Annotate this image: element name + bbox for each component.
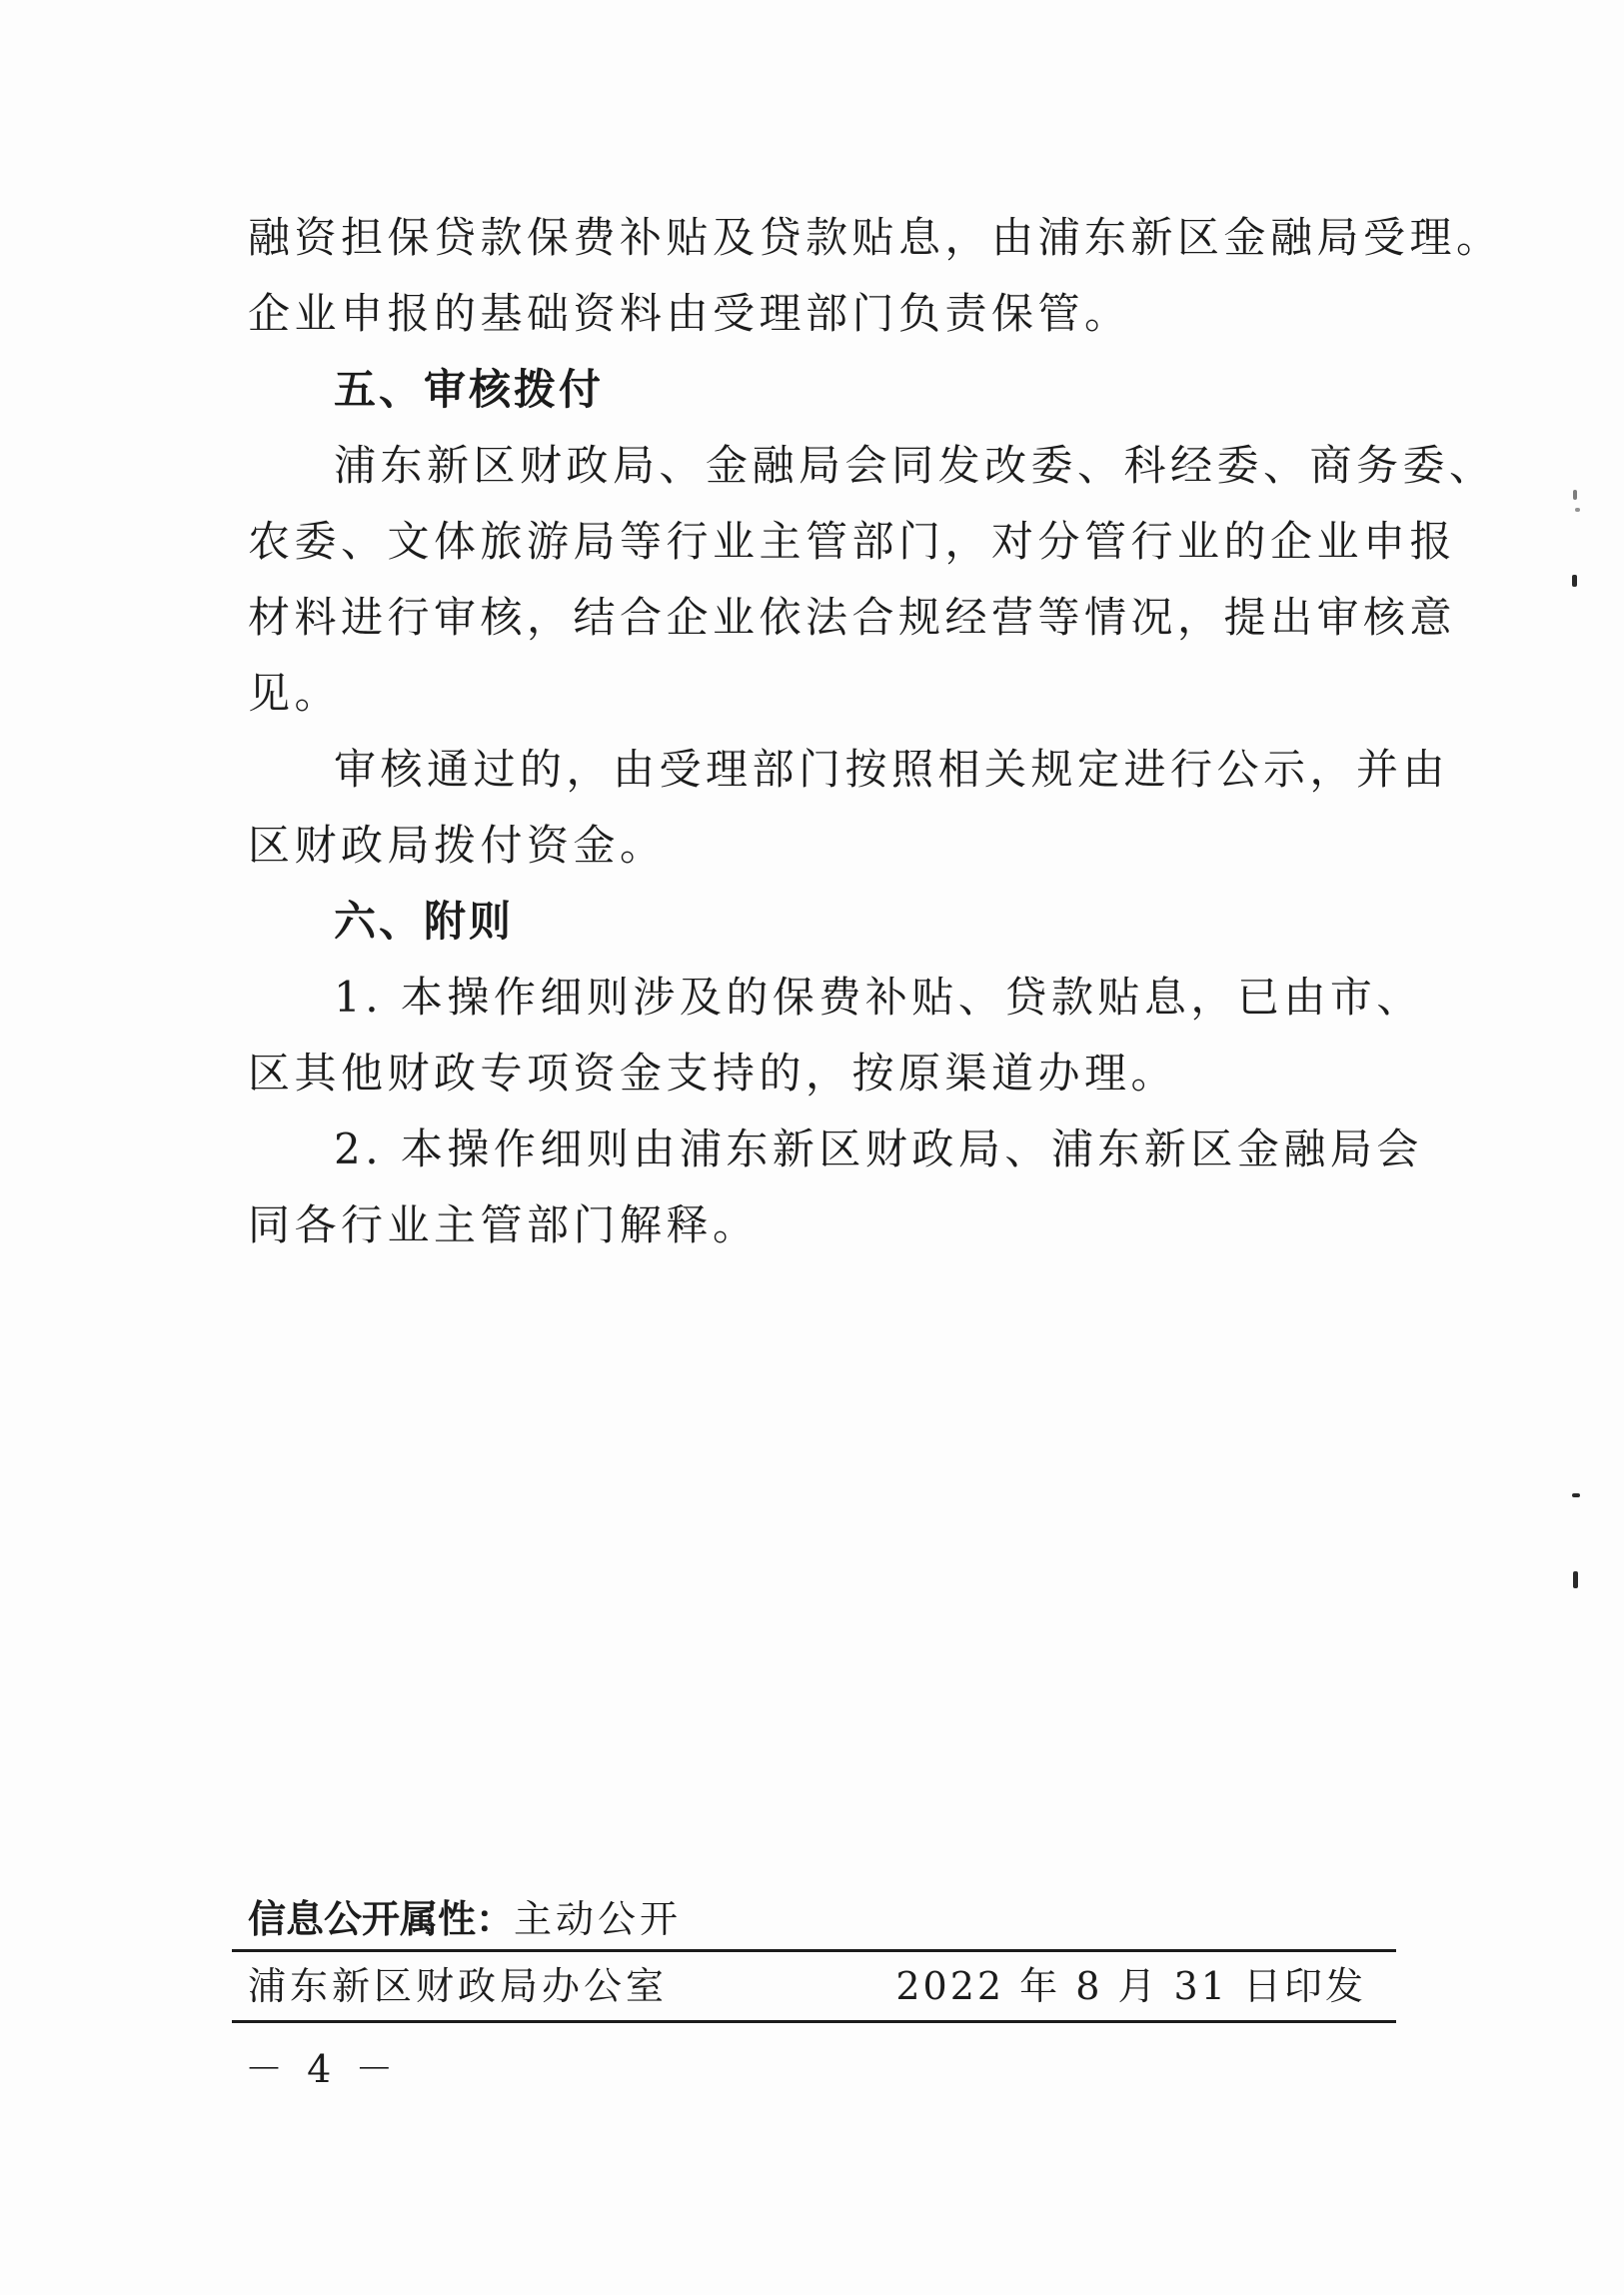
- paragraph-line: 材料进行审核，结合企业依法合规经营等情况，提出审核意: [248, 593, 1457, 642]
- paragraph-line: 区财政局拨付资金。: [248, 821, 667, 870]
- paragraph-line: 融资担保贷款保费补贴及贷款贴息，由浦东新区金融局受理。: [248, 213, 1503, 262]
- scan-speck: [1573, 1571, 1578, 1588]
- paragraph-line: 浦东新区财政局、金融局会同发改委、科经委、商务委、: [334, 441, 1496, 490]
- paragraph-line: 同各行业主管部门解释。: [248, 1200, 760, 1249]
- issue-line: [232, 1952, 1396, 2020]
- section-heading-supplementary: 六、附则: [334, 897, 515, 946]
- document-footer: [232, 1889, 1396, 2023]
- disclosure-value: 主动公开: [514, 1897, 683, 1941]
- paragraph-line: 1. 本操作细则涉及的保费补贴、贷款贴息，已由市、: [334, 973, 1423, 1022]
- document-body: [248, 200, 1503, 1263]
- disclosure-label: 信息公开属性：: [248, 1897, 515, 1941]
- section-heading-audit-payment: 五、审核拨付: [334, 365, 605, 414]
- paragraph-line: 农委、文体旅游局等行业主管部门，对分管行业的企业申报: [248, 517, 1457, 566]
- paragraph-line: 企业申报的基础资料由受理部门负责保管。: [248, 289, 1131, 338]
- issue-date: 2022 年 8 月 31 日印发: [895, 1964, 1366, 2008]
- scan-speck: [1573, 490, 1577, 500]
- paragraph-line: 2. 本操作细则由浦东新区财政局、浦东新区金融局会: [334, 1125, 1423, 1173]
- scan-speck: [1572, 575, 1577, 587]
- scan-speck: [1572, 1493, 1580, 1497]
- paragraph-line: 见。: [248, 669, 342, 718]
- scan-speck: [1575, 508, 1580, 512]
- disclosure-attribute: [232, 1889, 1396, 1949]
- paragraph-line: 区其他财政专项资金支持的，按原渠道办理。: [248, 1049, 1178, 1098]
- footer-bottom-rule: [232, 2020, 1396, 2023]
- paragraph-line: 审核通过的，由受理部门按照相关规定进行公示，并由: [334, 745, 1450, 794]
- issuer-name: 浦东新区财政局办公室: [248, 1964, 669, 2008]
- page-number: － 4 －: [245, 2047, 400, 2091]
